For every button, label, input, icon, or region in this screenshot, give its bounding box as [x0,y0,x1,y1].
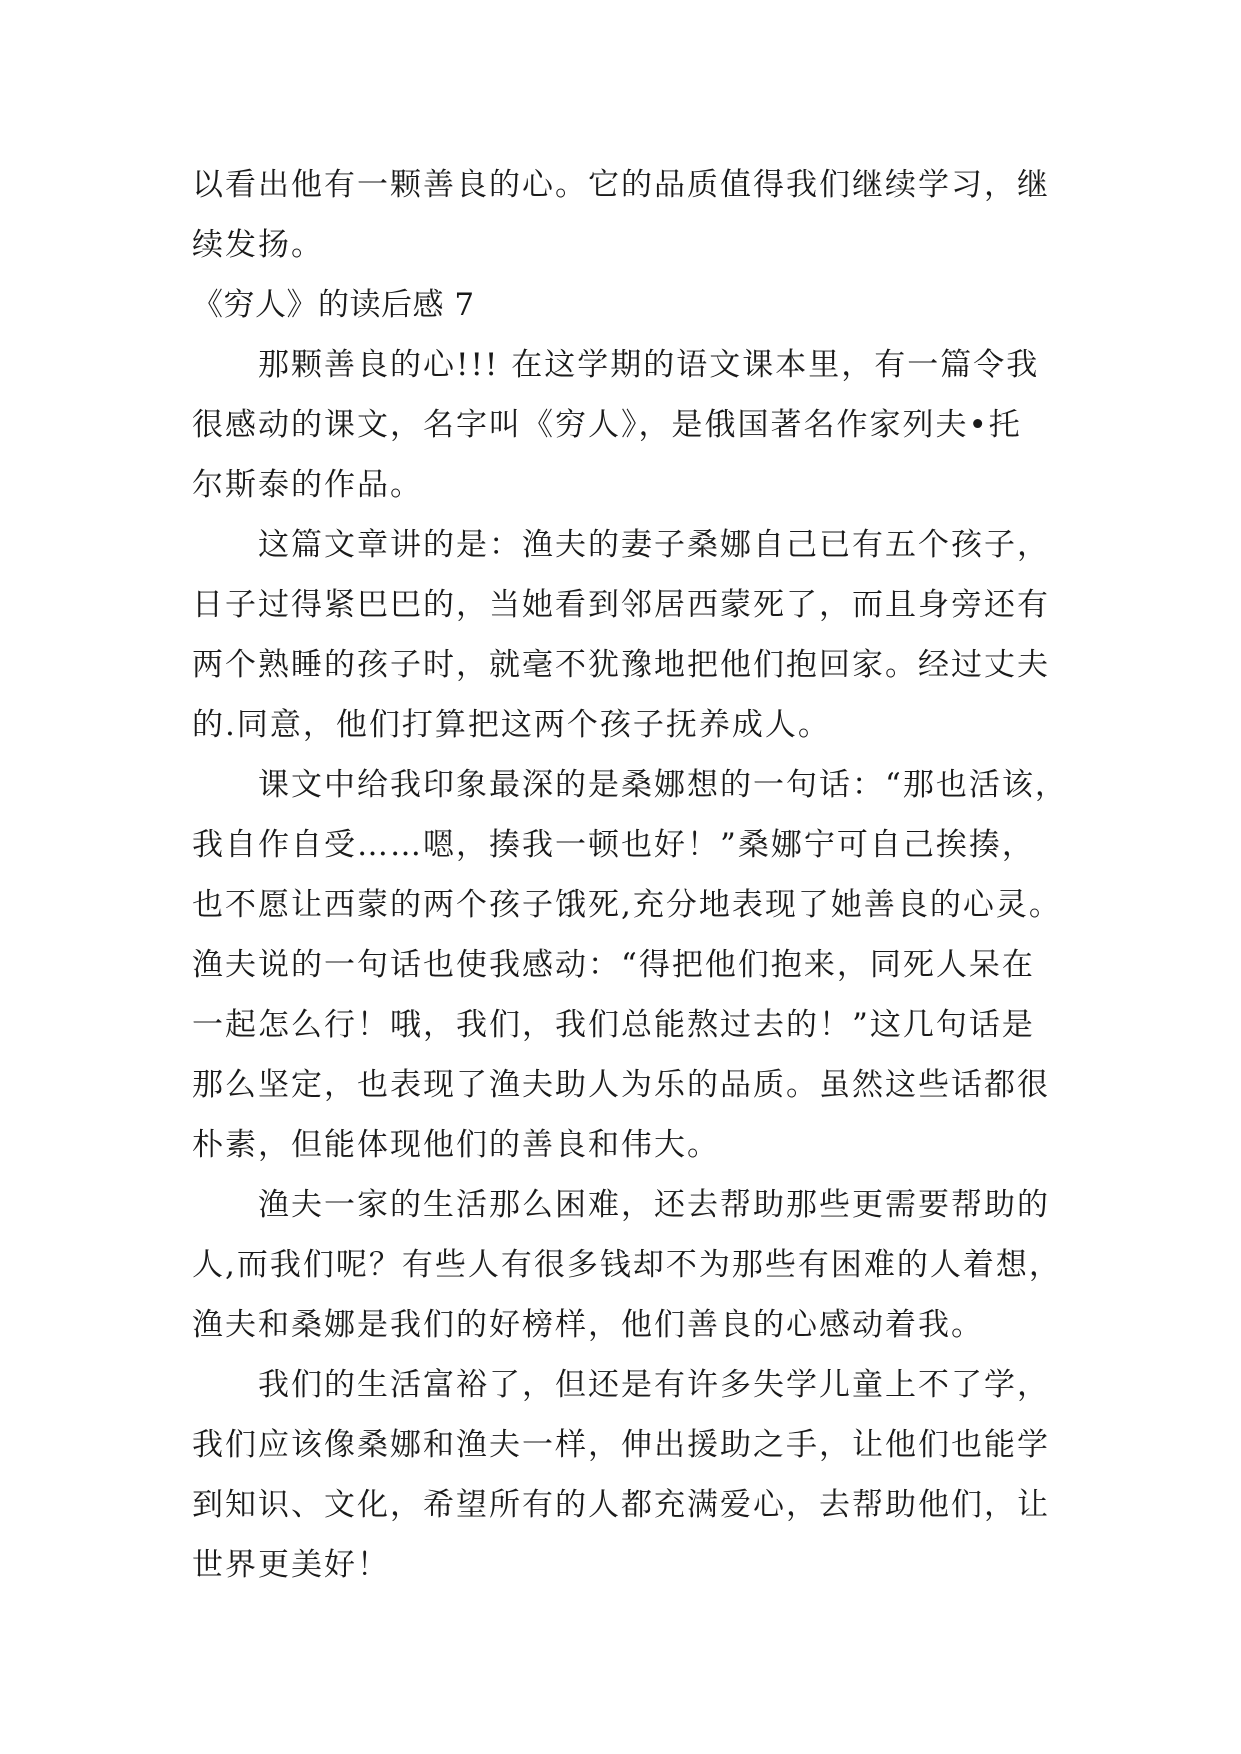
text-line: 两个熟睡的孩子时，就毫不犹豫地把他们抱回家。经过丈夫 [192,647,1050,683]
text-line: 以看出他有一颗善良的心。它的品质值得我们继续学习，继 [192,167,1050,203]
text-line: 很感动的课文，名字叫《穷人》，是俄国著名作家列夫•托 [192,407,1022,443]
text-line: 我们的生活富裕了，但还是有许多失学儿童上不了学， [258,1367,1050,1403]
text-line: 这篇文章讲的是：渔夫的妻子桑娜自己已有五个孩子， [258,527,1050,563]
text-line: 朴素，但能体现他们的善良和伟大。 [192,1127,720,1163]
text-line: 日子过得紧巴巴的，当她看到邻居西蒙死了，而且身旁还有 [192,587,1050,623]
text-line: 也不愿让西蒙的两个孩子饿死,充分地表现了她善良的心灵。 [192,887,1062,923]
paragraph-3 [192,755,1068,1175]
text-line: 我自作自受……嗯，揍我一顿也好！”桑娜宁可自己挨揍， [192,827,1035,863]
text-line: 的.同意，他们打算把这两个孩子抚养成人。 [192,707,831,743]
paragraph-2 [192,515,1052,755]
text-line: 人,而我们呢？有些人有很多钱却不为那些有困难的人着想， [192,1247,1062,1283]
text-line: 我们应该像桑娜和渔夫一样，伸出援助之手，让他们也能学 [192,1427,1050,1463]
text-line: 到知识、文化，希望所有的人都充满爱心，去帮助他们，让 [192,1487,1050,1523]
document-body [192,155,1068,1595]
paragraph-1 [192,335,1052,515]
text-line: 续发扬。 [192,227,324,263]
text-line: 尔斯泰的作品。 [192,467,423,503]
text-line: 那颗善良的心!!! 在这学期的语文课本里，有一篇令我 [258,347,1040,383]
text-line: 一起怎么行！哦，我们，我们总能熬过去的！”这几句话是 [192,1007,1035,1043]
text-line: 世界更美好！ [192,1547,390,1583]
text-line: 渔夫和桑娜是我们的好榜样，他们善良的心感动着我。 [192,1307,984,1343]
section-title: 《穷人》的读后感 7 [192,287,475,323]
text-line: 渔夫说的一句话也使我感动：“得把他们抱来，同死人呆在 [192,947,1035,983]
paragraph-4 [192,1175,1062,1355]
text-line: 渔夫一家的生活那么困难，还去帮助那些更需要帮助的 [258,1187,1050,1223]
text-line: 那么坚定，也表现了渔夫助人为乐的品质。虽然这些话都很 [192,1067,1050,1103]
text-line: 课文中给我印象最深的是桑娜想的一句话：“那也活该， [258,767,1068,803]
intro-paragraph [192,155,1052,275]
paragraph-5 [192,1355,1052,1595]
